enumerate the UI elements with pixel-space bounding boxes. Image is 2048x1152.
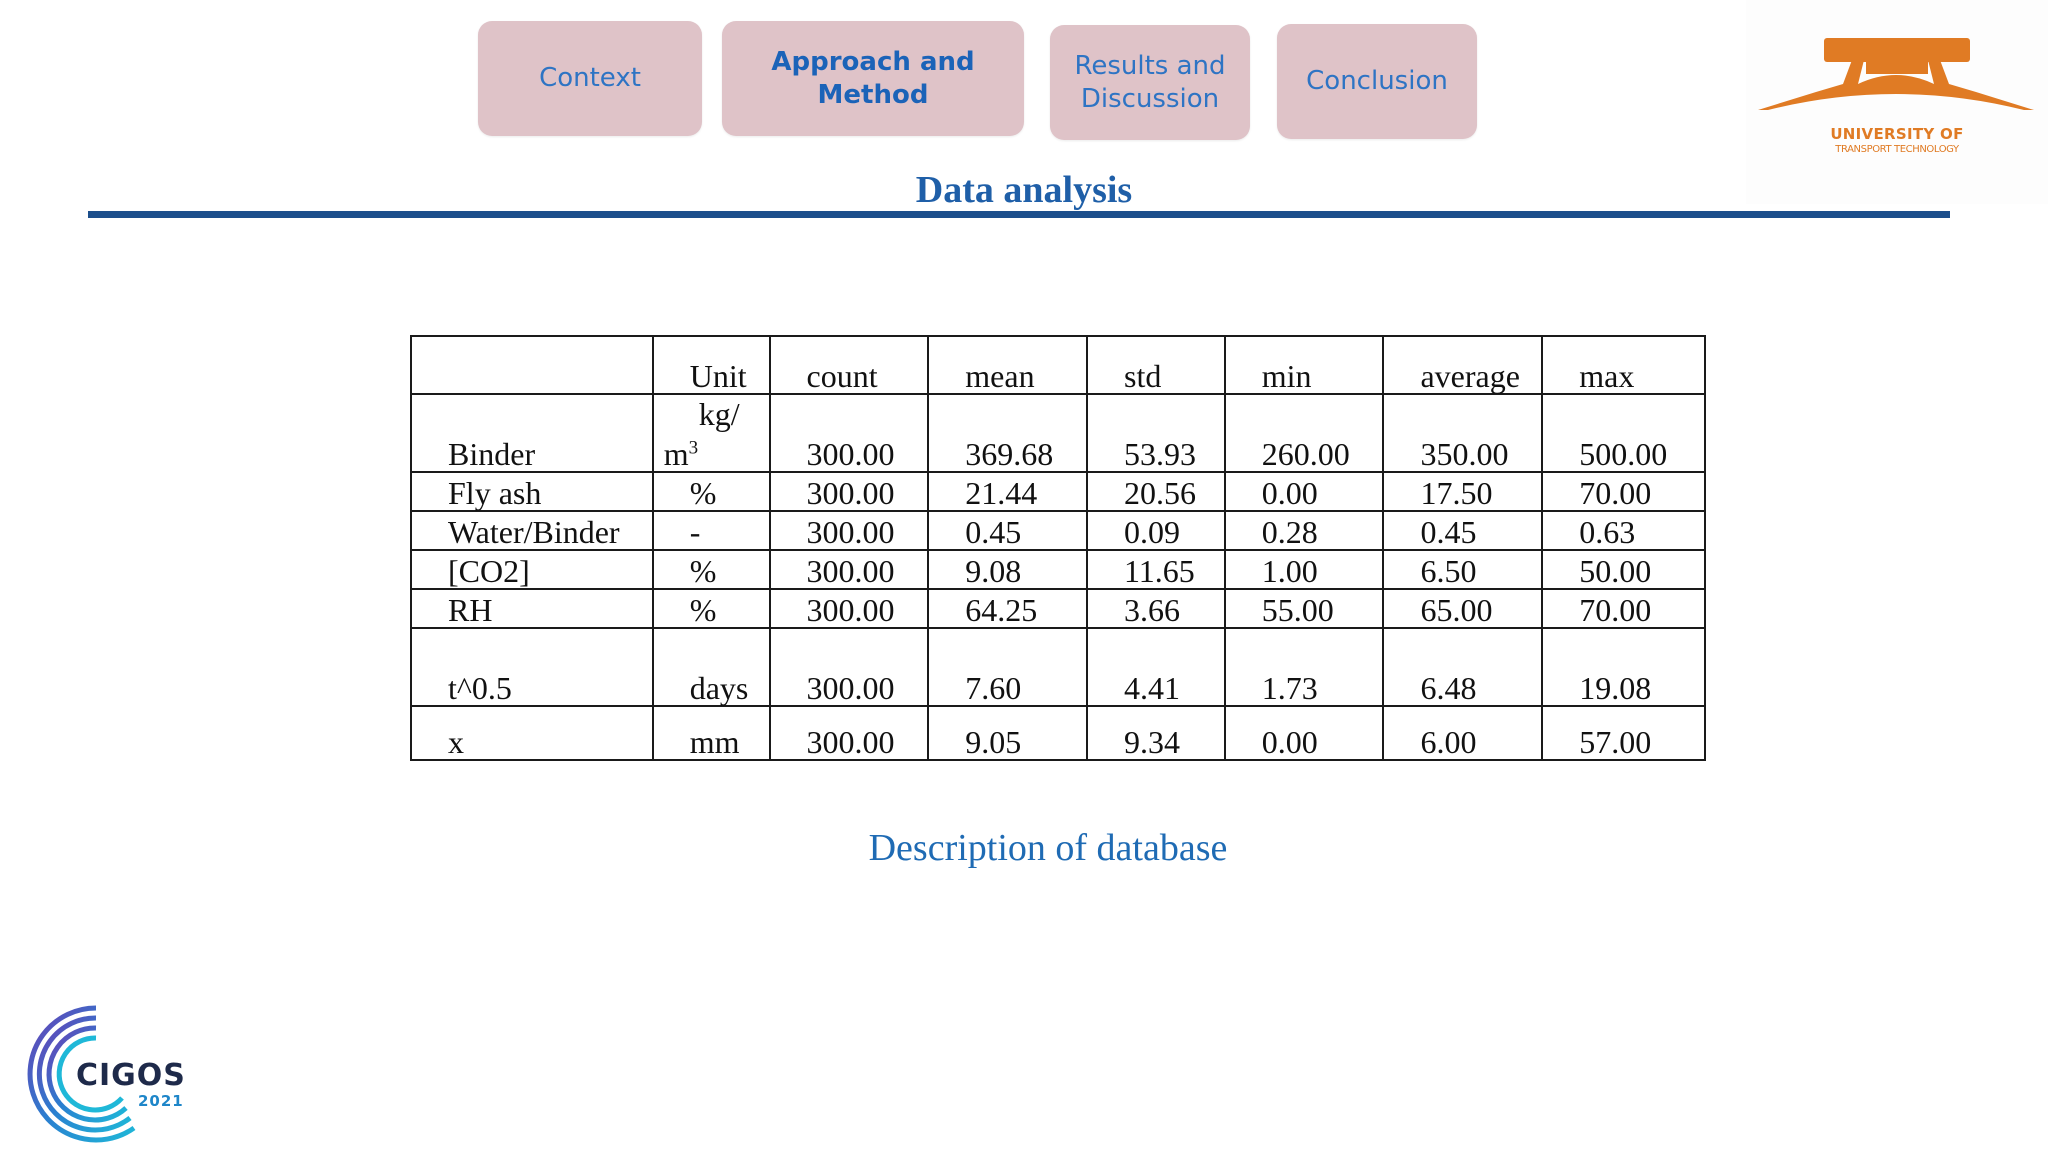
value-cell: 500.00 <box>1542 394 1705 472</box>
value-cell: 20.56 <box>1087 472 1225 511</box>
value-cell: 6.50 <box>1383 550 1542 589</box>
value-cell: 55.00 <box>1225 589 1384 628</box>
row-label: RH <box>411 589 653 628</box>
university-logo-text <box>1824 126 1970 158</box>
row-label: Fly ash <box>411 472 653 511</box>
table-row <box>411 706 1705 760</box>
value-cell: 19.08 <box>1542 628 1705 706</box>
header-cell: count <box>770 336 929 394</box>
value-cell: 369.68 <box>928 394 1087 472</box>
value-cell: 0.63 <box>1542 511 1705 550</box>
header-cell: mean <box>928 336 1087 394</box>
header-cell <box>411 336 653 394</box>
value-cell: 260.00 <box>1225 394 1384 472</box>
title-divider <box>88 211 1950 218</box>
value-cell: 65.00 <box>1383 589 1542 628</box>
value-cell: 9.05 <box>928 706 1087 760</box>
value-cell: 0.00 <box>1225 706 1384 760</box>
value-cell: 70.00 <box>1542 472 1705 511</box>
row-label: Binder <box>411 394 653 472</box>
value-cell: 1.73 <box>1225 628 1384 706</box>
table-row <box>411 511 1705 550</box>
value-cell: 300.00 <box>770 472 929 511</box>
value-cell: 21.44 <box>928 472 1087 511</box>
value-cell: 17.50 <box>1383 472 1542 511</box>
row-label: Water/Binder <box>411 511 653 550</box>
unit-cell: % <box>653 589 770 628</box>
value-cell: 64.25 <box>928 589 1087 628</box>
value-cell: 0.45 <box>1383 511 1542 550</box>
row-label: t^0.5 <box>411 628 653 706</box>
value-cell: 0.28 <box>1225 511 1384 550</box>
value-cell: 300.00 <box>770 394 929 472</box>
tab-approach-label-line2: Method <box>817 79 929 110</box>
unit-cell: % <box>653 550 770 589</box>
table-header-row <box>411 336 1705 394</box>
unit-cell: % <box>653 472 770 511</box>
tab-context[interactable] <box>478 21 702 136</box>
header-cell: min <box>1225 336 1384 394</box>
value-cell: 0.45 <box>928 511 1087 550</box>
table-caption: Description of database <box>868 827 1228 869</box>
header-cell: max <box>1542 336 1705 394</box>
cigos-name: CIGOS <box>76 1058 186 1093</box>
tab-conclusion-label: Conclusion <box>1306 66 1448 96</box>
unit-cell <box>653 394 770 472</box>
value-cell: 0.00 <box>1225 472 1384 511</box>
tab-approach-label-line1: Approach and <box>771 46 975 77</box>
unit-base: m <box>663 436 689 472</box>
table-row <box>411 472 1705 511</box>
header-cell: std <box>1087 336 1225 394</box>
unit-cell: days <box>653 628 770 706</box>
table-row <box>411 550 1705 589</box>
row-label: x <box>411 706 653 760</box>
unit-top: kg/ <box>698 396 740 432</box>
table-row <box>411 628 1705 706</box>
value-cell: 7.60 <box>928 628 1087 706</box>
tab-conclusion[interactable] <box>1277 24 1477 139</box>
value-cell: 53.93 <box>1087 394 1225 472</box>
value-cell: 50.00 <box>1542 550 1705 589</box>
value-cell: 300.00 <box>770 706 929 760</box>
university-logo-line2: TRANSPORT TECHNOLOGY <box>1835 144 1959 155</box>
value-cell: 300.00 <box>770 550 929 589</box>
tab-approach-and-method[interactable] <box>722 21 1024 136</box>
header-cell: average <box>1383 336 1542 394</box>
value-cell: 1.00 <box>1225 550 1384 589</box>
unit-cell: mm <box>653 706 770 760</box>
value-cell: 350.00 <box>1383 394 1542 472</box>
value-cell: 6.48 <box>1383 628 1542 706</box>
value-cell: 3.66 <box>1087 589 1225 628</box>
header-cell: Unit <box>653 336 770 394</box>
value-cell: 300.00 <box>770 628 929 706</box>
value-cell: 9.34 <box>1087 706 1225 760</box>
tab-results-and-discussion[interactable] <box>1050 25 1250 140</box>
value-cell: 6.00 <box>1383 706 1542 760</box>
table-row <box>411 589 1705 628</box>
value-cell: 11.65 <box>1087 550 1225 589</box>
unit-cell: - <box>653 511 770 550</box>
university-logo-line1: UNIVERSITY OF <box>1830 125 1964 143</box>
tab-results-label-line1: Results and <box>1074 50 1226 81</box>
value-cell: 300.00 <box>770 511 929 550</box>
page-title: Data analysis <box>915 169 1133 211</box>
table-row <box>411 394 1705 472</box>
cigos-year: 2021 <box>138 1092 184 1110</box>
tab-results-label-line2: Discussion <box>1080 83 1220 114</box>
row-label: [CO2] <box>411 550 653 589</box>
value-cell: 57.00 <box>1542 706 1705 760</box>
value-cell: 9.08 <box>928 550 1087 589</box>
value-cell: 300.00 <box>770 589 929 628</box>
database-description-table <box>410 335 1706 761</box>
value-cell: 4.41 <box>1087 628 1225 706</box>
value-cell: 70.00 <box>1542 589 1705 628</box>
value-cell: 0.09 <box>1087 511 1225 550</box>
tab-context-label: Context <box>539 63 641 93</box>
unit-superscript: 3 <box>688 437 699 459</box>
